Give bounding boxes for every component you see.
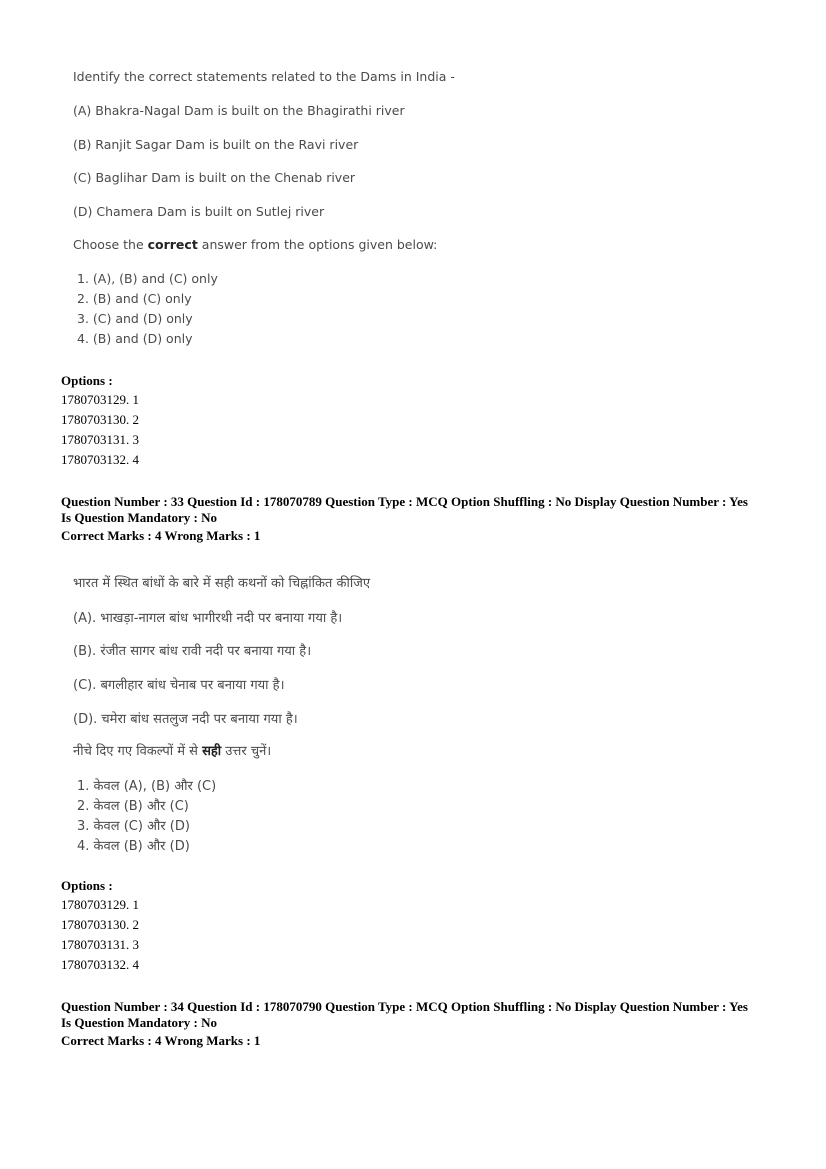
- option-id: 1780703131. 3: [61, 937, 139, 952]
- options-label: Options :: [61, 373, 113, 388]
- answer-3: 3. (C) and (D) only: [77, 311, 193, 326]
- answer-1: 1. केवल (A), (B) और (C): [77, 779, 217, 794]
- option-id: 1780703130. 2: [61, 917, 139, 932]
- statement-c: (C). बगलीहार बांध चेनाब पर बनाया गया है।: [73, 678, 285, 693]
- option-id: 1780703129. 1: [61, 392, 139, 407]
- question-33-header: Question Number : 33 Question Id : 178070789 Question Type : MCQ Option Shuffling : No Display Question Number : Yes: [61, 494, 748, 509]
- statement-d: (D) Chamera Dam is built on Sutlej river: [73, 204, 325, 219]
- option-id: 1780703132. 4: [61, 957, 139, 972]
- statement-a: (A) Bhakra-Nagal Dam is built on the Bhagirathi river: [73, 103, 405, 118]
- question-prompt: Identify the correct statements related to the Dams in India -: [73, 69, 455, 84]
- question-34-marks: Correct Marks : 4 Wrong Marks : 1: [61, 1033, 261, 1048]
- statement-b: (B). रंजीत सागर बांध रावी नदी पर बनाया गया है।: [73, 644, 312, 659]
- statement-b: (B) Ranjit Sagar Dam is built on the Ravi river: [73, 137, 359, 152]
- option-id: 1780703132. 4: [61, 452, 139, 467]
- statement-c: (C) Baglihar Dam is built on the Chenab river: [73, 170, 356, 185]
- answer-1: 1. (A), (B) and (C) only: [77, 271, 218, 286]
- answer-4: 4. केवल (B) और (D): [77, 839, 190, 854]
- option-id: 1780703130. 2: [61, 412, 139, 427]
- question-34-mandatory: Is Question Mandatory : No: [61, 1015, 218, 1030]
- answer-2: 2. केवल (B) और (C): [77, 799, 189, 814]
- choose-instruction: नीचे दिए गए विकल्पों में से सही उत्तर चुनें।: [73, 744, 272, 759]
- question-33-marks: Correct Marks : 4 Wrong Marks : 1: [61, 528, 261, 543]
- question-34-header: Question Number : 34 Question Id : 178070790 Question Type : MCQ Option Shuffling : No Display Question Number : Yes: [61, 999, 748, 1014]
- question-prompt: भारत में स्थित बांधों के बारे में सही कथनों को चिह्नांकित कीजिए: [73, 576, 371, 591]
- answer-3: 3. केवल (C) और (D): [77, 819, 190, 834]
- answer-2: 2. (B) and (C) only: [77, 291, 192, 306]
- question-33-mandatory: Is Question Mandatory : No: [61, 510, 218, 525]
- option-id: 1780703129. 1: [61, 897, 139, 912]
- option-id: 1780703131. 3: [61, 432, 139, 447]
- statement-a: (A). भाखड़ा-नागल बांध भागीरथी नदी पर बनाया गया है।: [73, 611, 343, 626]
- answer-4: 4. (B) and (D) only: [77, 331, 193, 346]
- options-label: Options :: [61, 878, 113, 893]
- statement-d: (D). चमेरा बांध सतलुज नदी पर बनाया गया है।: [73, 712, 298, 727]
- choose-instruction: Choose the correct answer from the options given below:: [73, 237, 438, 252]
